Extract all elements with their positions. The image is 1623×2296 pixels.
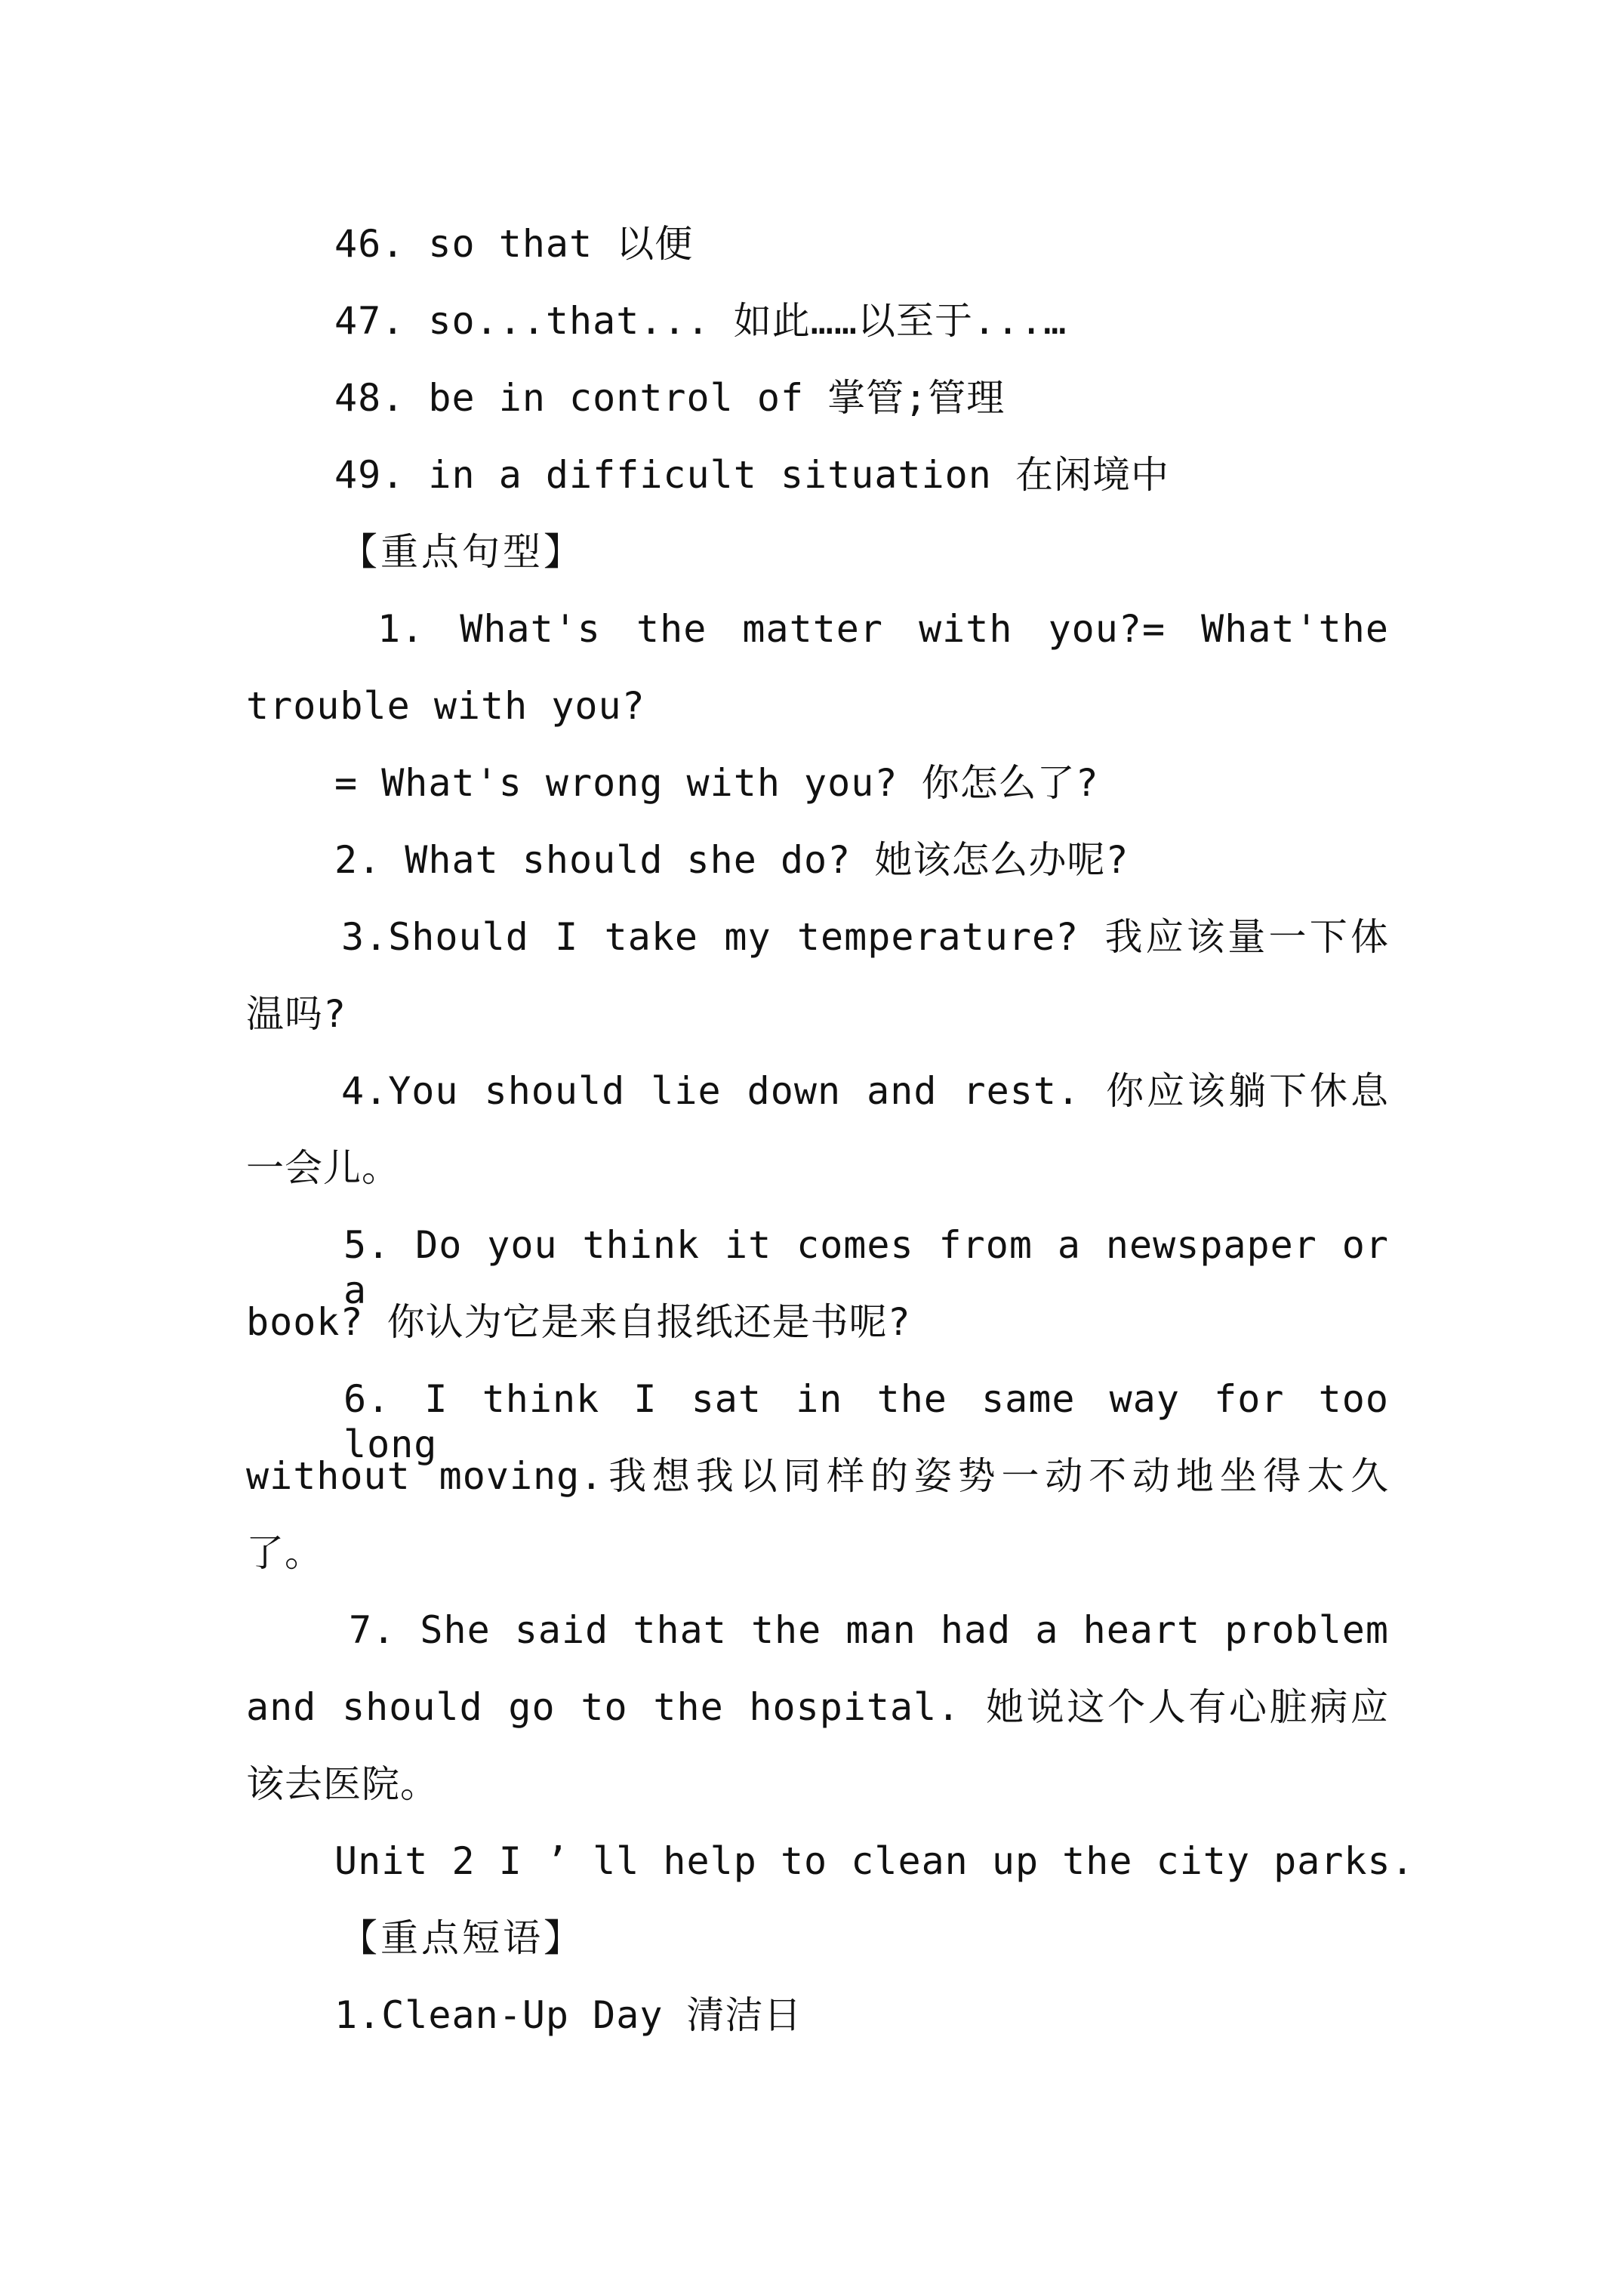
sentence-1-line-3: = What's wrong with you? 你怎么了? (334, 761, 1099, 805)
sentence-2: 2. What should she do? 她该怎么办呢? (334, 838, 1129, 882)
sentence-1-line-2: trouble with you? (246, 684, 645, 728)
sentence-1-line-1: 1. What's the matter with you?= What'the (377, 607, 1389, 651)
sentence-3-line-1: 3.Should I take my temperature? 我应该量一下体 (341, 915, 1389, 959)
sentence-7-line-2: and should go to the hospital. 她说这个人有心脏病应 (246, 1685, 1389, 1729)
section-heading-phrases: 【重点短语】 (340, 1916, 584, 1960)
section-heading-sentences: 【重点句型】 (340, 530, 584, 574)
sentence-6-line-3: 了。 (246, 1531, 323, 1575)
sentence-6-line-1: 6. I think I sat in the same way for too long (343, 1377, 1389, 1466)
phrase-49: 49. in a difficult situation 在闲境中 (334, 453, 1169, 497)
sentence-7-line-3: 该去医院。 (246, 1762, 439, 1806)
phrase-1: 1.Clean-Up Day 清洁日 (334, 1993, 802, 2037)
phrase-47: 47. so...that... 如此……以至于...… (334, 299, 1067, 343)
sentence-4-line-1: 4.You should lie down and rest. 你应该躺下休息 (341, 1069, 1389, 1113)
sentence-7-line-1: 7. She said that the man had a heart problem (349, 1608, 1389, 1652)
sentence-5-line-2: book? 你认为它是来自报纸还是书呢? (246, 1300, 911, 1344)
sentence-5-line-1: 5. Do you think it comes from a newspaper or a (343, 1223, 1389, 1312)
phrase-46: 46. so that 以便 (334, 222, 694, 266)
sentence-6-line-2: without moving.我想我以同样的姿势一动不动地坐得太久 (246, 1454, 1389, 1498)
sentence-3-line-2: 温吗? (246, 992, 347, 1036)
sentence-4-line-2: 一会儿。 (246, 1146, 400, 1190)
unit-title: Unit 2 I ’ ll help to clean up the city parks. (334, 1839, 1415, 1883)
phrase-48: 48. be in control of 掌管;管理 (334, 376, 1006, 420)
